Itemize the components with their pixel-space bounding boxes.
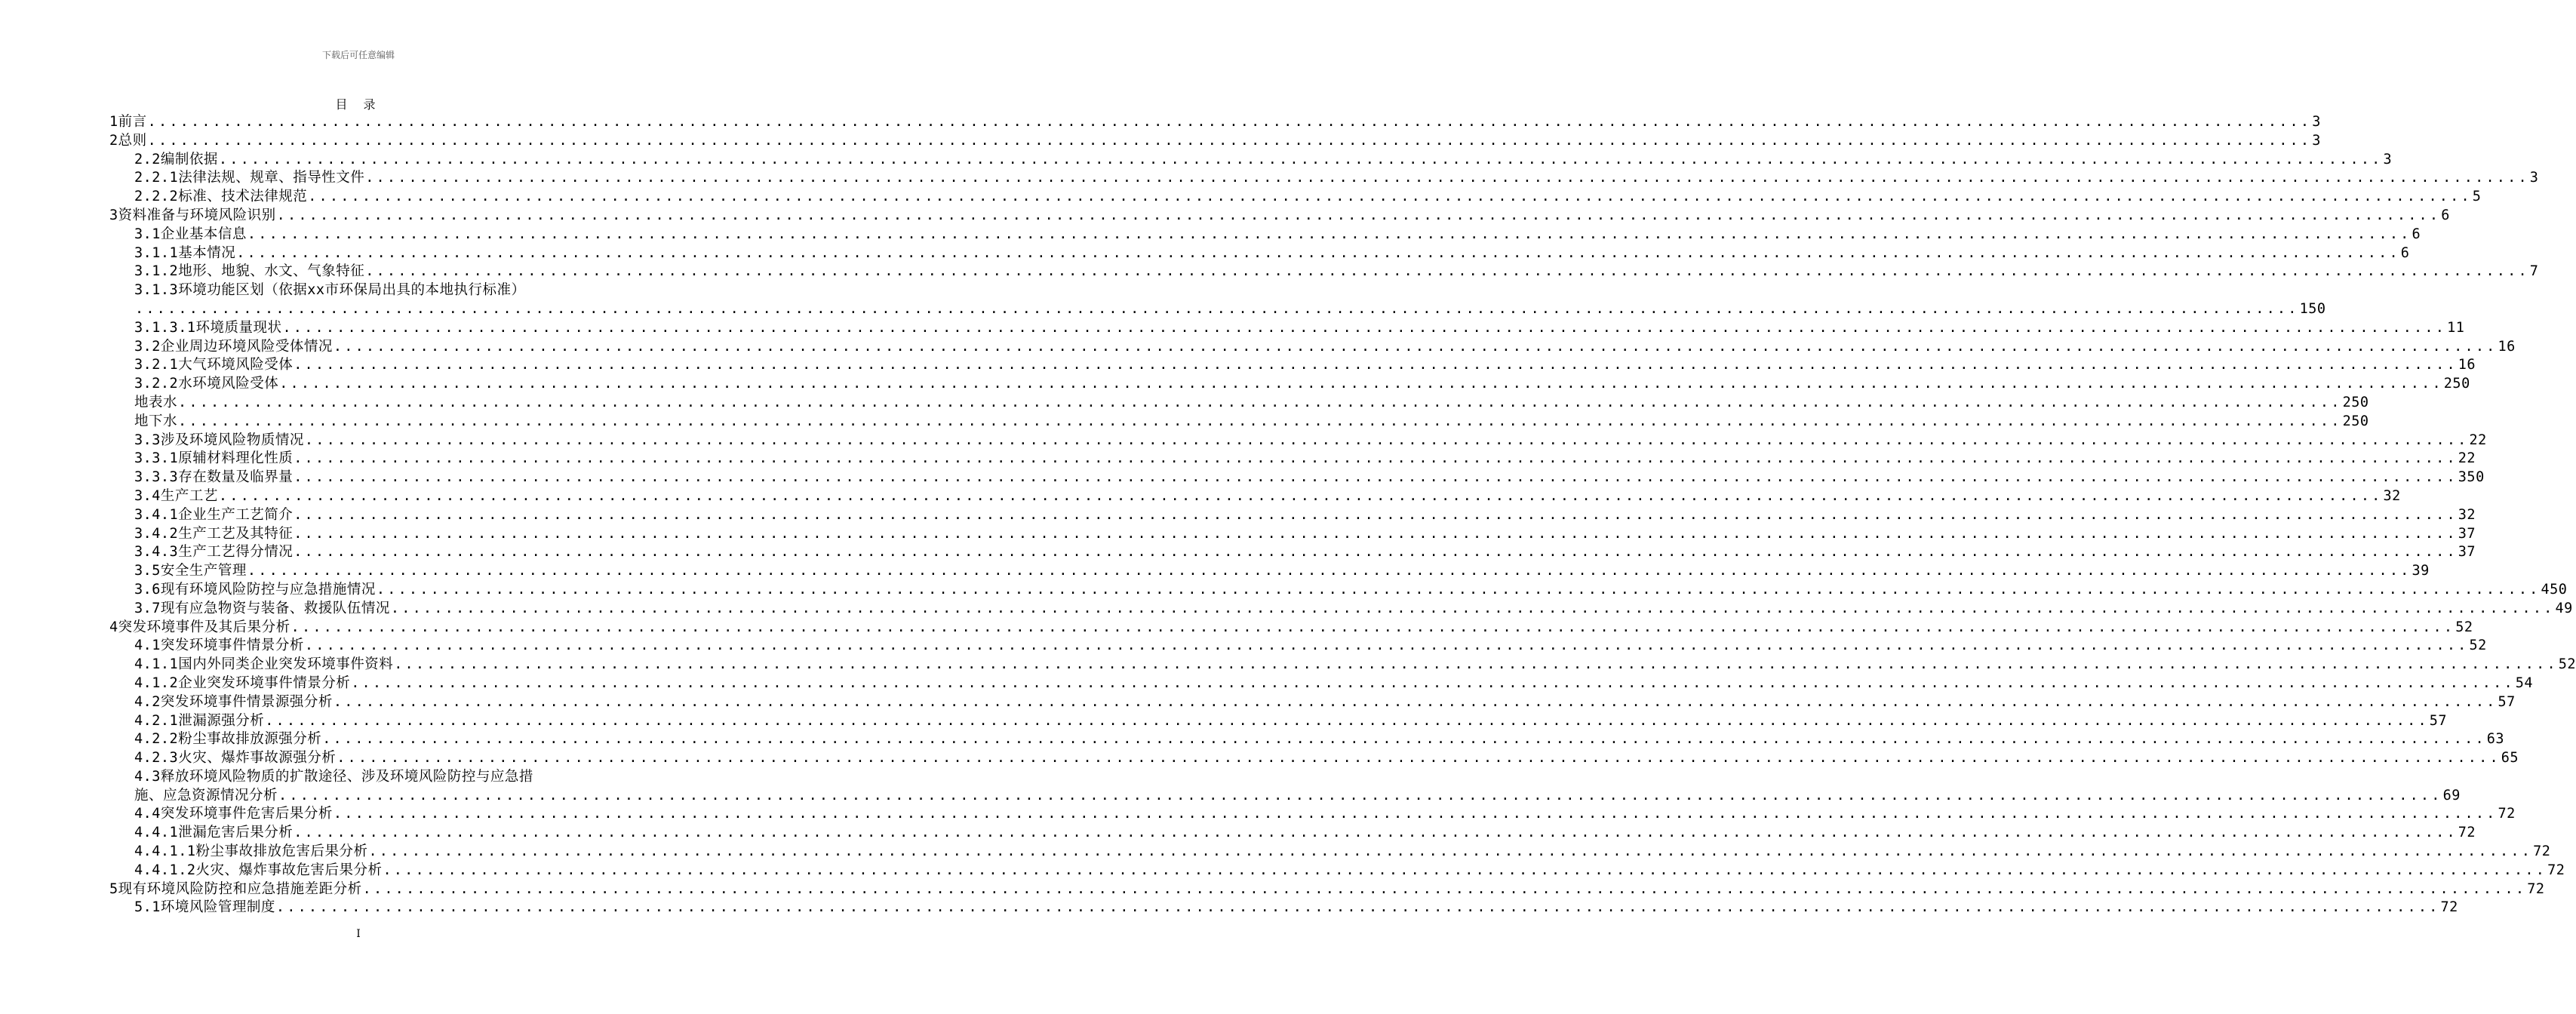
toc-entry-page: 250 — [2342, 413, 2369, 429]
toc-entry[interactable] — [109, 338, 2516, 357]
toc-leader-dots: ........................................................................................................................................................................................................ — [218, 487, 2383, 504]
toc-leader-dots: ........................................................................................................................................................................................................ — [294, 825, 2458, 841]
toc-entry-title: 1前言 — [109, 114, 147, 130]
toc-entry-page: 250 — [2443, 376, 2470, 392]
toc-entry[interactable] — [109, 543, 2476, 562]
toc-entry-title: 2.2.1法律法规、规章、指导性文件 — [134, 170, 365, 186]
toc-entry-page: 49 — [2555, 600, 2573, 616]
toc-entry[interactable] — [109, 562, 2430, 581]
toc-entry[interactable] — [109, 787, 2461, 806]
toc-entry-page: 3 — [2312, 132, 2321, 149]
toc-entry-title: 施、应急资源情况分析 — [134, 787, 278, 804]
toc-leader-dots: ........................................................................................................................................................................................................ — [365, 263, 2529, 280]
toc-entry-title: 2.2编制依据 — [134, 151, 218, 167]
toc-entry-title: 3.5安全生产管理 — [134, 563, 247, 579]
toc-entry[interactable] — [109, 600, 2573, 619]
toc-entry-page: 72 — [2440, 899, 2458, 916]
toc-leader-dots: ........................................................................................................................................................................................................ — [290, 619, 2455, 635]
toc-leader-dots: ........................................................................................................................................................................................................ — [294, 525, 2458, 542]
toc-entry-page: 57 — [2429, 712, 2448, 729]
toc-entry-title: 5现有环境风险防控和应急措施差距分析 — [109, 880, 362, 897]
toc-leader-dots: ........................................................................................................................................................................................................ — [322, 731, 2486, 748]
toc-entry-title: 地表水 — [134, 394, 178, 410]
toc-entry-title: 3.6现有环境风险防控与应急措施情况 — [134, 581, 376, 598]
toc-entry-page: 52 — [2455, 619, 2473, 635]
toc-entry[interactable] — [109, 693, 2516, 712]
toc-entry-title: 2.2.2标准、技术法律规范 — [134, 189, 308, 205]
toc-entry[interactable] — [109, 263, 2539, 281]
toc-entry[interactable] — [109, 356, 2476, 375]
toc-entry[interactable] — [109, 637, 2487, 656]
toc-entry-page: 6 — [2412, 226, 2421, 242]
toc-entry[interactable] — [109, 169, 2539, 188]
toc-leader-dots: ........................................................................................................................................................................................................ — [247, 226, 2412, 242]
toc-entry-title: 3资料准备与环境风险识别 — [109, 207, 276, 223]
toc-entry-page: 39 — [2412, 563, 2430, 579]
toc-entry-page: 22 — [2458, 450, 2476, 467]
toc-entry[interactable] — [109, 899, 2458, 917]
toc-leader-dots: ........................................................................................................................................................................................................ — [333, 806, 2498, 822]
toc-entry[interactable] — [109, 805, 2516, 824]
toc-entry-title: 3.1.3.1环境质量现状 — [134, 319, 282, 336]
toc-entry-title: 5.1环境风险管理制度 — [134, 899, 275, 916]
toc-leader-dots: ........................................................................................................................................................................................................ — [178, 394, 2342, 410]
toc-leader-dots: ........................................................................................................................................................................................................ — [308, 189, 2472, 205]
toc-title: 目 录 — [335, 97, 382, 112]
toc-entry[interactable] — [109, 113, 2321, 132]
toc-entry[interactable] — [109, 843, 2551, 862]
toc-entry[interactable] — [109, 506, 2476, 525]
toc-entry-title[interactable]: 4.3释放环境风险物质的扩散途径、涉及环境风险防控与应急措 — [134, 768, 533, 785]
toc-entry[interactable] — [109, 730, 2505, 749]
toc-leader-dots: ........................................................................................................................................................................................................ — [294, 450, 2458, 467]
toc-entry[interactable] — [109, 712, 2448, 731]
toc-entry[interactable] — [109, 226, 2421, 244]
toc-leader-dots: ........................................................................................................................................................................................................ — [294, 544, 2458, 561]
toc-entry-title: 4.1.2企业突发环境事件情景分析 — [134, 674, 351, 691]
toc-entry-page: 57 — [2498, 693, 2516, 710]
toc-entry-page: 32 — [2458, 506, 2476, 523]
toc-leader-dots: ........................................................................................................................................................................................................ — [294, 357, 2458, 373]
toc-entry[interactable] — [109, 525, 2476, 544]
toc-entry-title: 3.3.3存在数量及临界量 — [134, 469, 294, 486]
toc-leader-dots: ........................................................................................................................................................................................................ — [383, 862, 2547, 878]
toc-entry-title: 4.4.1.1粉尘事故排放危害后果分析 — [134, 843, 368, 860]
toc-entry[interactable] — [109, 450, 2476, 469]
toc-entry[interactable] — [109, 880, 2545, 899]
toc-entry[interactable] — [109, 132, 2321, 151]
toc-leader-dots: ........................................................................................................................................................................................................ — [265, 712, 2429, 729]
toc-leader-dots: ........................................................................................................................................................................................................ — [390, 600, 2555, 616]
toc-entry-title: 4.2突发环境事件情景源强分析 — [134, 693, 333, 710]
toc-leader-dots: ........................................................................................................................................................................................................ — [294, 506, 2458, 523]
toc-leader-dots: ........................................................................................................................................................................................................ — [337, 750, 2501, 767]
toc-entry-title: 3.7现有应急物资与装备、救援队伍情况 — [134, 600, 390, 616]
toc-entry-page: 72 — [2533, 843, 2551, 860]
toc-entry[interactable] — [109, 656, 2576, 674]
toc-entry-title: 4.4.1泄漏危害后果分析 — [134, 825, 294, 841]
toc-entry[interactable] — [109, 413, 2369, 432]
toc-entry-title: 地下水 — [134, 413, 178, 429]
toc-entry-title: 3.3.1原辅材料理化性质 — [134, 450, 294, 467]
toc-entry-title: 3.1企业基本信息 — [134, 226, 247, 242]
toc-entry-page: 52 — [2469, 638, 2487, 654]
toc-entry-title: 4.2.2粉尘事故排放源强分析 — [134, 731, 322, 748]
toc-entry-page: 72 — [2458, 825, 2476, 841]
toc-entry[interactable] — [109, 487, 2401, 506]
toc-leader-dots: ........................................................................................................................................................................................................ — [178, 413, 2342, 429]
toc-entry-page: 63 — [2486, 731, 2505, 748]
toc-entry[interactable] — [109, 432, 2487, 450]
toc-entry[interactable] — [109, 319, 2465, 338]
toc-leader-dots: ........................................................................................................................................................................................................ — [351, 674, 2515, 691]
toc-entry-page: 3 — [2383, 151, 2393, 167]
toc-entry-title: 4.1.1国内外同类企业突发环境事件资料 — [134, 656, 394, 673]
toc-entry-page: 3 — [2312, 114, 2321, 130]
toc-entry[interactable] — [109, 207, 2450, 226]
toc-leader-dots: ........................................................................................................................................................................................................ — [247, 563, 2412, 579]
toc-entry[interactable] — [109, 469, 2485, 487]
toc-entry-title[interactable]: 3.1.3环境功能区划（依据xx市环保局出具的本地执行标准） — [134, 282, 526, 299]
toc-entry-title: 3.1.1基本情况 — [134, 244, 236, 261]
toc-entry-page: 350 — [2458, 469, 2485, 486]
toc-leader-dots: ........................................................................................................................................................................................................ — [278, 787, 2442, 804]
toc-entry-page: 11 — [2447, 319, 2465, 336]
toc-leader-dots: ........................................................................................................................................................................................................ — [275, 899, 2440, 916]
toc-entry-title: 3.4.2生产工艺及其特征 — [134, 525, 294, 542]
toc-entry-page: 69 — [2442, 787, 2461, 804]
toc-entry-title: 3.1.2地形、地貌、水文、气象特征 — [134, 263, 365, 280]
toc-entry-page: 72 — [2498, 806, 2516, 822]
toc-entry-title: 4.2.1泄漏源强分析 — [134, 712, 265, 729]
toc-entry[interactable] — [109, 300, 2326, 319]
toc-entry[interactable] — [109, 394, 2369, 413]
toc-leader-dots: ........................................................................................................................................................................................................ — [236, 244, 2400, 261]
toc-entry-page: 7 — [2529, 263, 2539, 280]
toc-leader-dots: ........................................................................................................................................................................................................ — [376, 581, 2541, 598]
toc-entry-page: 32 — [2383, 487, 2401, 504]
toc-leader-dots: ........................................................................................................................................................................................................ — [276, 207, 2441, 223]
toc-entry-title: 4.4.1.2火灾、爆炸事故危害后果分析 — [134, 862, 383, 878]
toc-leader-dots: ........................................................................................................................................................................................................ — [394, 656, 2558, 673]
toc-entry-page: 16 — [2498, 338, 2516, 355]
toc-leader-dots: ........................................................................................................................................................................................................ — [365, 170, 2529, 186]
toc-leader-dots: ........................................................................................................................................................................................................ — [304, 432, 2469, 448]
toc-entry[interactable] — [109, 151, 2393, 170]
toc-entry-page: 65 — [2501, 750, 2519, 767]
toc-leader-dots: ........................................................................................................................................................................................................ — [362, 880, 2527, 897]
toc-entry-page: 22 — [2469, 432, 2487, 448]
toc-leader-dots: ........................................................................................................................................................................................................ — [333, 338, 2498, 355]
toc-entry-title: 4.1突发环境事件情景分析 — [134, 638, 304, 654]
toc-entry-title: 4突发环境事件及其后果分析 — [109, 619, 290, 635]
toc-entry-page: 3 — [2529, 170, 2539, 186]
page-number: I — [356, 928, 361, 940]
toc-leader-dots: ........................................................................................................................................................................................................ — [333, 693, 2498, 710]
toc-entry[interactable] — [109, 188, 2482, 207]
toc-entry[interactable] — [109, 375, 2470, 394]
toc-entry-title: 3.4.1企业生产工艺简介 — [134, 506, 294, 523]
page-header: 下载后可任意编辑 — [321, 50, 395, 60]
toc-leader-dots: ........................................................................................................................................................................................................ — [368, 843, 2533, 860]
toc-entry-title: 3.2.1大气环境风险受体 — [134, 357, 294, 373]
toc-entry-page: 72 — [2527, 880, 2545, 897]
toc-leader-dots: ........................................................................................................................................................................................................ — [135, 300, 2299, 317]
toc-leader-dots: ........................................................................................................................................................................................................ — [279, 376, 2443, 392]
toc-leader-dots: ........................................................................................................................................................................................................ — [282, 319, 2447, 336]
toc-entry-page: 450 — [2541, 581, 2568, 598]
toc-leader-dots: ........................................................................................................................................................................................................ — [218, 151, 2383, 167]
toc-entry[interactable] — [109, 244, 2410, 263]
toc-leader-dots: ........................................................................................................................................................................................................ — [147, 114, 2312, 130]
toc-entry-title: 4.2.3火灾、爆炸事故源强分析 — [134, 750, 337, 767]
toc-entry[interactable] — [109, 619, 2473, 638]
toc-leader-dots: ........................................................................................................................................................................................................ — [147, 132, 2312, 149]
toc-entry[interactable] — [109, 749, 2519, 768]
toc-entry-title: 3.4生产工艺 — [134, 487, 218, 504]
toc-entry-page: 150 — [2299, 300, 2326, 317]
toc-entry-title: 3.2企业周边环境风险受体情况 — [134, 338, 333, 355]
toc-entry-title: 3.3涉及环境风险物质情况 — [134, 432, 304, 448]
toc-entry-page: 250 — [2342, 394, 2369, 410]
toc-entry-page: 54 — [2515, 674, 2534, 691]
toc-entry-page: 6 — [2400, 244, 2410, 261]
toc-entry-page: 72 — [2547, 862, 2565, 878]
toc-entry[interactable] — [109, 674, 2534, 693]
toc-entry-page: 6 — [2441, 207, 2450, 223]
toc-entry-page: 52 — [2558, 656, 2576, 673]
toc-entry-page: 16 — [2458, 357, 2476, 373]
toc-entry-title: 3.4.3生产工艺得分情况 — [134, 544, 294, 561]
toc-entry-page: 37 — [2458, 544, 2476, 561]
toc-entry-page: 5 — [2472, 189, 2482, 205]
table-of-contents — [109, 113, 2576, 917]
toc-entry[interactable] — [109, 581, 2568, 600]
toc-entry-title: 2总则 — [109, 132, 147, 149]
toc-entry[interactable] — [109, 862, 2565, 880]
toc-leader-dots: ........................................................................................................................................................................................................ — [294, 469, 2458, 486]
toc-leader-dots: ........................................................................................................................................................................................................ — [304, 638, 2469, 654]
toc-entry-title: 4.4突发环境事件危害后果分析 — [134, 806, 333, 822]
toc-entry[interactable] — [109, 824, 2476, 843]
toc-entry-page: 37 — [2458, 525, 2476, 542]
toc-entry-title: 3.2.2水环境风险受体 — [134, 376, 279, 392]
